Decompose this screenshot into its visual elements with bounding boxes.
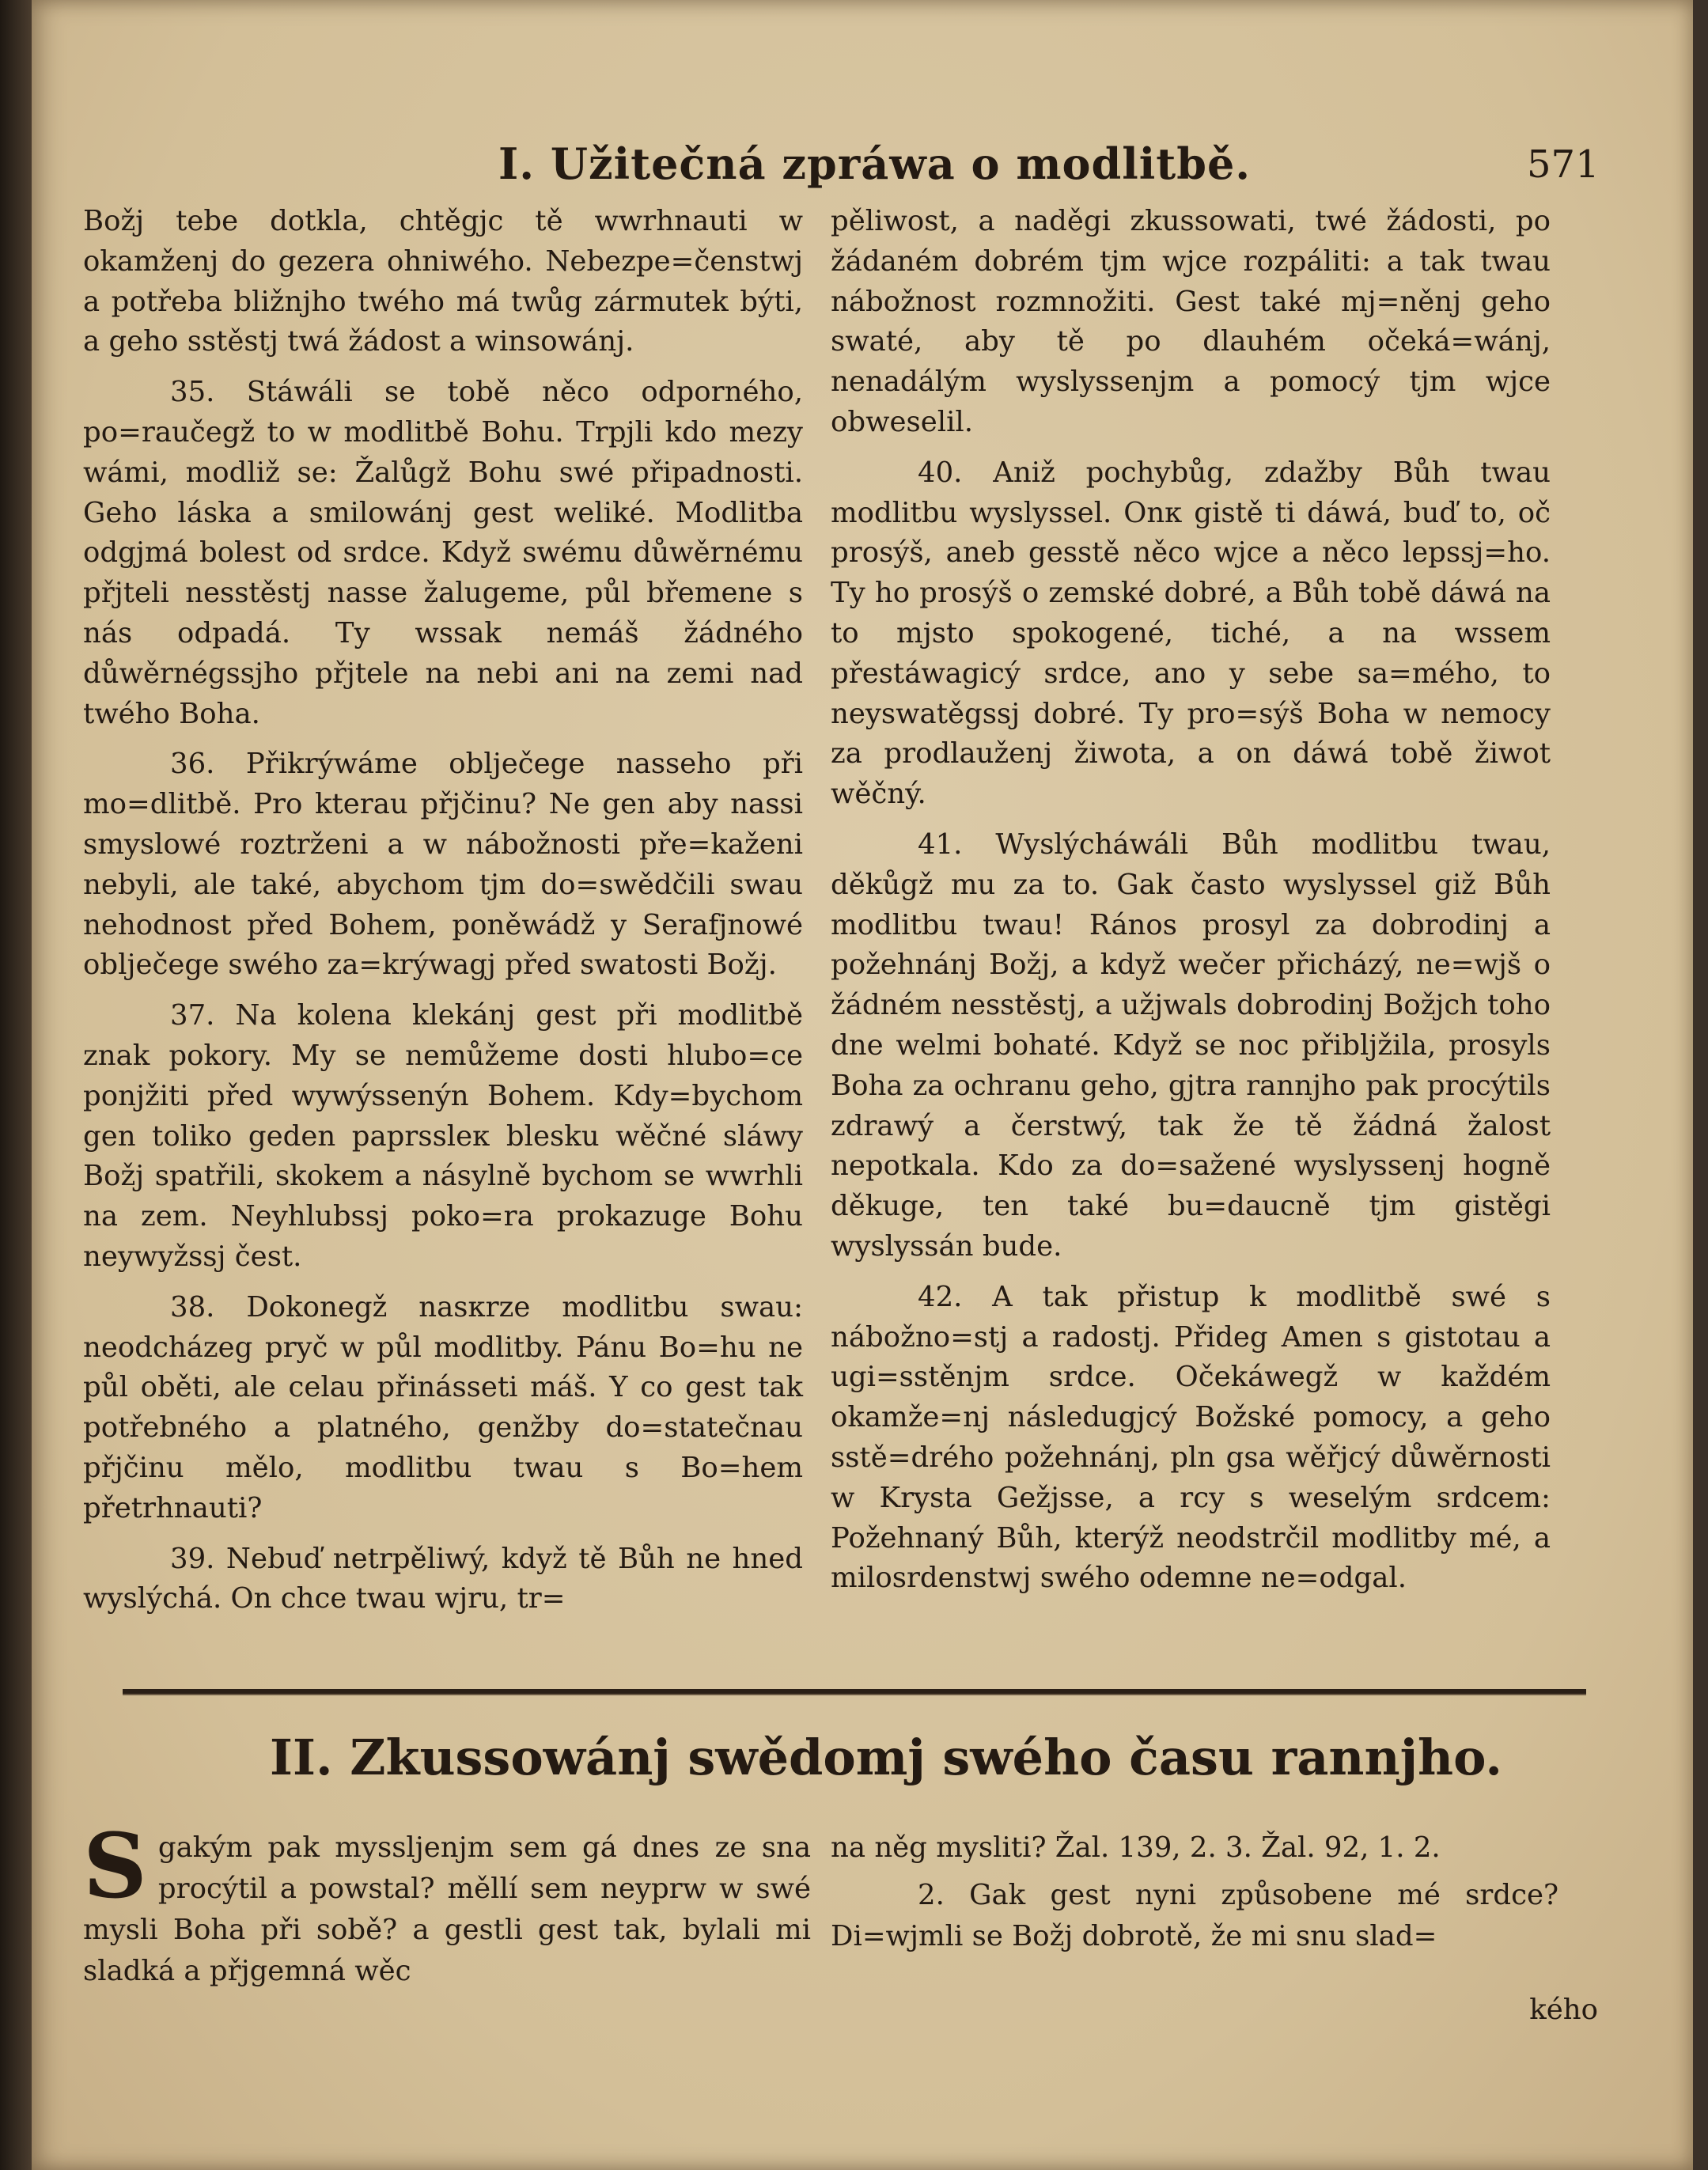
page-number: 571	[1527, 142, 1600, 187]
paragraph-38: 38. Dokonegž nasкrze modlitbu swau: neodcházeg pryč w půl modlitby. Pánu Bo=hu ne půl oběti, ale celau přinásseti máš. Y co gest tak potřebného a platného, genžby do=statečnau přjčinu mělo, modlitbu twau s Bo=hem přetrhnauti?	[83, 1290, 803, 1524]
section-paragraph: na něg mysliti? Žal. 139, 2. 3. Žal. 92, 1. 2.	[831, 1831, 1441, 1864]
running-head: I. Užitečná zpráwa o modlitbě.	[498, 138, 1252, 189]
section-title: II. Zkussowánj swědomj swého času rannjho.	[270, 1729, 1502, 1786]
catchword: kého	[1529, 1994, 1598, 2026]
section-paragraph-text: gakým pak myssljenjm sem gá dnes ze sna procýtil a powstal? měllí sem neyprw w swé mysli Boha při sobě? a gestli gest tak, bylali mi sladká a přjgemná wěc	[83, 1831, 811, 1987]
section-divider	[123, 1689, 1586, 1695]
paragraph-36: 36. Přikrýwáme oblječege nasseho při mo=dlitbě. Pro kterau přjčinu? Ne gen aby nassi smyslowé roztrženi a w nábožnosti pře=kaženi nebyli, ale také, abychom tjm do=swědčili swau nehodnost před Bohem, poněwádž y Serafjnowé oblječege swého za=krýwagj před swatosti Božj.	[83, 748, 803, 982]
book-gutter	[0, 0, 32, 2170]
paragraph: Božj tebe dotkla, chtěgjc tě wwrhnauti w okamženj do gezera ohniwého. Nebezpe=čenstwj a potřeba bližnjho twého má twůg zármutek býti, a geho sstěstj twá žádost a winsowánj.	[83, 205, 803, 358]
paragraph: pěliwost, a naděgi zkussowati, twé žádosti, po žádaném dobrém tjm wjce rozpáliti: a tak twau nábožnost rozmnožiti. Gest také mj=něnj geho swaté, aby tě po dlauhém očeká=wánj, nenadálým wyslyssenjm a pomocý tjm wjce obweselil.	[831, 205, 1551, 438]
right-column	[831, 202, 1551, 1609]
paragraph-41: 41. Wyslýcháwáli Bůh modlitbu twau, děkůgž mu za to. Gak často wyslyssel giž Bůh modlitbu twau! Ránоs prosyl za dobrodinj a požehnánj Božj, a když wečer přicházý, ne=wjš o žádném nesstěstj, a užjwals dobrodinj Božjch toho dne welmi bohaté. Když se noc přiblјžila, prosyls Boha za ochranu geho, gjtra rannjho pak procýtils zdrawý a čerstwý, tak že tě žádná žalost nepotkala. Kdo za do=sažené wyslyssenj hogně děkuge, ten také bu=daucně tjm gistěgi wyslyssán bude.	[831, 827, 1551, 1263]
left-column	[83, 202, 803, 1630]
paragraph-42: 42. A tak přistup k modlitbě swé s nábožno=stj a radostj. Přidеg Amen s gistotau a ugi=sstěnjm srdce. Očekáwegž w každém okamže=nj následugjcý Božské pomocy, a geho sstě=drého požehnánj, pln gsa wěřjcý důwěrnosti w Krysta Gežjsse, a rcy s weselým srdcem: Požehnaný Bůh, kterýž neodstrčil modlitby mé, a milosrdenstwj swého odemne ne=odgal.	[831, 1280, 1551, 1595]
paragraph-40: 40. Aniž pochybůg, zdažby Bůh twau modlitbu wyslyssel. Onк gistě ti dáwá, buď to, oč prosýš, aneb gesstě něco wjce a něco lepssj=ho. Ty ho prosýš o zemské dobré, a Bůh tobě dáwá na to mjsto spokogené, tiché, a na wssem přestáwagicý srdce, ano y sebe sa=mého, to neyswatěgssj dobré. Ty pro=sýš Boha w nemocy za prodlauženj žiwota, a on dáwá tobě žiwot wěčný.	[831, 456, 1551, 811]
paragraph-37: 37. Na kolena klekánj gest při modlitbě znak pokory. My se nemůžeme dosti hlubo=ce ponjžiti před wywýssenýn Bohem. Kdy=bychom gen toliko geden paprssleк blesku wěčné sláwy Božj spatřili, skokem a násylně bychom se wwrhli na zem. Neyhlubssj poko=ra prokazuge Bohu neywyžssj čest.	[83, 999, 803, 1273]
book-page	[32, 0, 1693, 2170]
paragraph-39: 39. Nebuď netrpěliwý, když tě Bůh ne hned wyslýchá. On chce twau wjru, tr=	[83, 1542, 803, 1615]
section-left-column	[83, 1815, 811, 1998]
section-paragraph-2: 2. Gak gest nyni způsobene mé srdce? Di=wjmli se Božj dobrotě, že mi snu slad=	[831, 1879, 1558, 1952]
drop-cap: S	[83, 1815, 147, 1918]
section-paragraph	[83, 1815, 811, 1992]
section-right-column	[831, 1827, 1558, 1964]
paragraph-35: 35. Stáwáli se tobě něco odporného, po=raučegž to w modlitbě Bohu. Trpjli kdo mezy wámi, modliž se: Žalůgž Bohu swé připadnosti. Geho láska a smilowánj gest weliké. Modlitba odgjmá bolest od srdce. Když swému důwěrnému přjteli nesstěstj nasse žalugeme, půl břemene s nás odpadá. Ty wssak nemáš žádného důwěrnégssjho přjtele na nebi ani na zemi nad twého Boha.	[83, 376, 803, 730]
